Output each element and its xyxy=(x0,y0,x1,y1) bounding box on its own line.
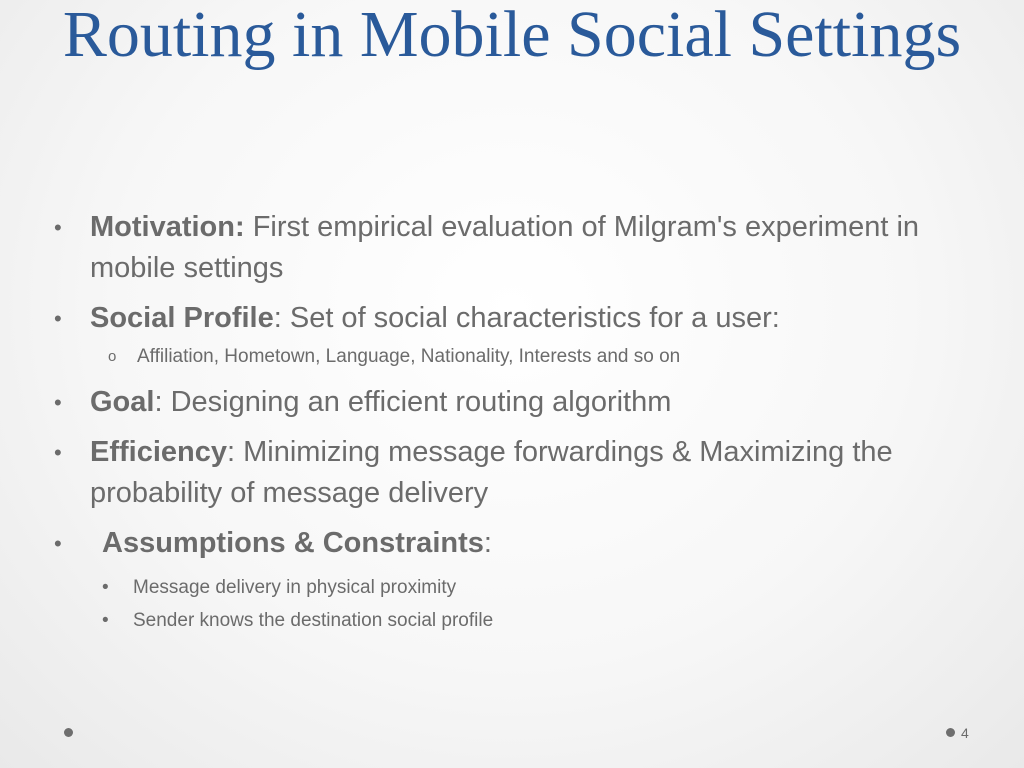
bullet-text: : Set of social characteristics for a user: xyxy=(273,302,780,334)
bullet-key: Efficiency xyxy=(90,436,227,468)
sub-bullet-proximity xyxy=(48,573,948,603)
sub-bullet-sender-knows xyxy=(48,606,948,636)
slide-title: Routing in Mobile Social Settings xyxy=(62,0,962,71)
bullet-key: Social Profile xyxy=(90,302,274,334)
bullet-marker: • xyxy=(54,215,62,240)
sub-bullet-text: Affiliation, Hometown, Language, Nationality, Interests and so on xyxy=(137,346,681,367)
sub-bullet-marker: o xyxy=(108,348,117,365)
bullet-marker: • xyxy=(54,531,62,556)
sub-bullet-profile-attributes xyxy=(48,342,948,372)
bullet-list xyxy=(48,207,948,639)
left-corner-dot xyxy=(64,728,73,737)
bullet-key: Goal xyxy=(90,386,155,418)
bullet-marker: • xyxy=(54,390,62,415)
bullet-text: First empirical evaluation of Milgram's experiment in mobile settings xyxy=(90,211,920,284)
right-corner-dot xyxy=(946,728,955,737)
bullet-goal xyxy=(48,382,948,423)
sub-bullet-marker: • xyxy=(102,577,109,598)
bullet-motivation xyxy=(48,207,948,289)
page-number: 4 xyxy=(961,725,969,741)
bullet-marker: • xyxy=(54,306,62,331)
bullet-text: : xyxy=(483,527,492,559)
bullet-key: Assumptions & Constraints xyxy=(102,527,484,559)
bullet-text: : Designing an efficient routing algorithm xyxy=(154,386,672,418)
bullet-efficiency xyxy=(48,432,948,514)
bullet-assumptions xyxy=(48,523,948,564)
bullet-social-profile xyxy=(48,298,948,339)
bullet-key: Motivation: xyxy=(90,211,245,243)
bullet-text: : Minimizing message forwardings & Maximizing the probability of message delivery xyxy=(90,436,893,509)
sub-bullet-text: Sender knows the destination social profile xyxy=(133,610,494,631)
sub-bullet-text: Message delivery in physical proximity xyxy=(133,577,457,598)
bullet-marker: • xyxy=(54,440,62,465)
sub-bullet-marker: • xyxy=(102,610,109,631)
